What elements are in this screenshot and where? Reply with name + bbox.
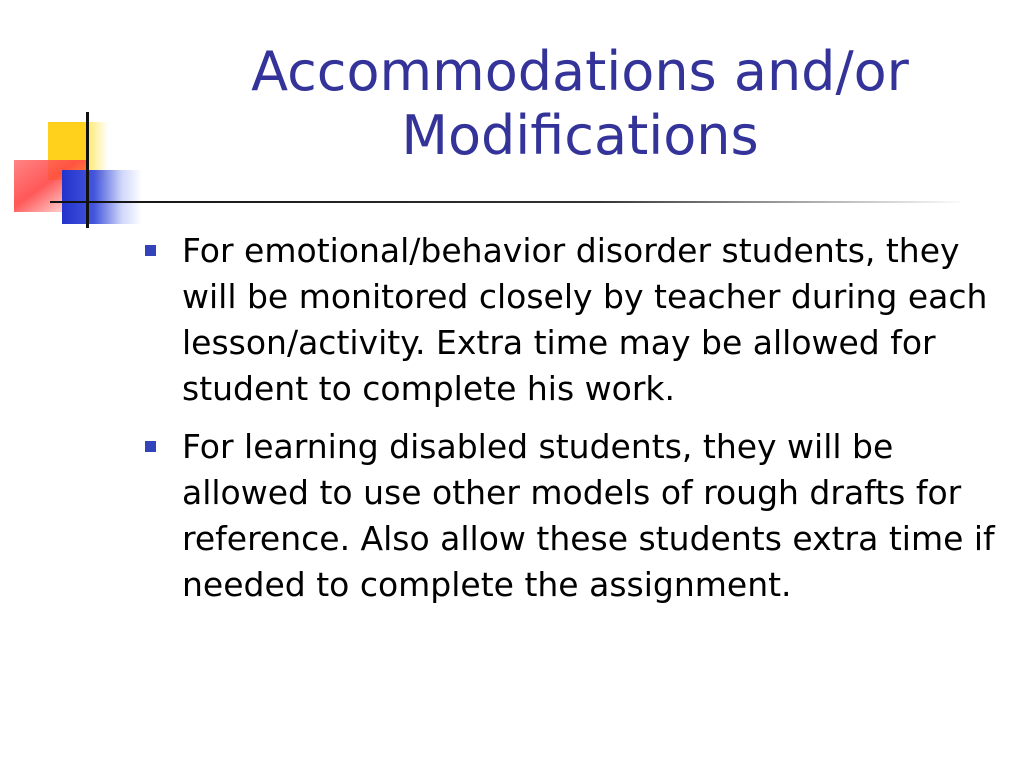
vertical-rule <box>86 112 89 228</box>
bullet-text: For emotional/behavior disorder students, they will be monitored closely by teacher during each lesson/activity. Extra time may be allowed for student to complete his work. <box>182 231 988 408</box>
blue-square-shape <box>62 170 142 224</box>
bullet-item <box>145 424 1005 608</box>
square-bullet-icon <box>145 441 156 452</box>
slide-title-line-1: Accommodations and/or <box>251 40 909 103</box>
slide-title <box>170 40 990 168</box>
corner-decoration <box>0 0 160 240</box>
square-bullet-icon <box>145 245 156 256</box>
bullet-list <box>145 228 1005 620</box>
bullet-text: For learning disabled students, they will be allowed to use other models of rough drafts for reference. Also allow these students extra time if needed to complete the assignment. <box>182 427 995 604</box>
title-underline-rule <box>50 201 960 203</box>
slide-title-line-2: Modifications <box>401 104 759 167</box>
bullet-item <box>145 228 1005 412</box>
